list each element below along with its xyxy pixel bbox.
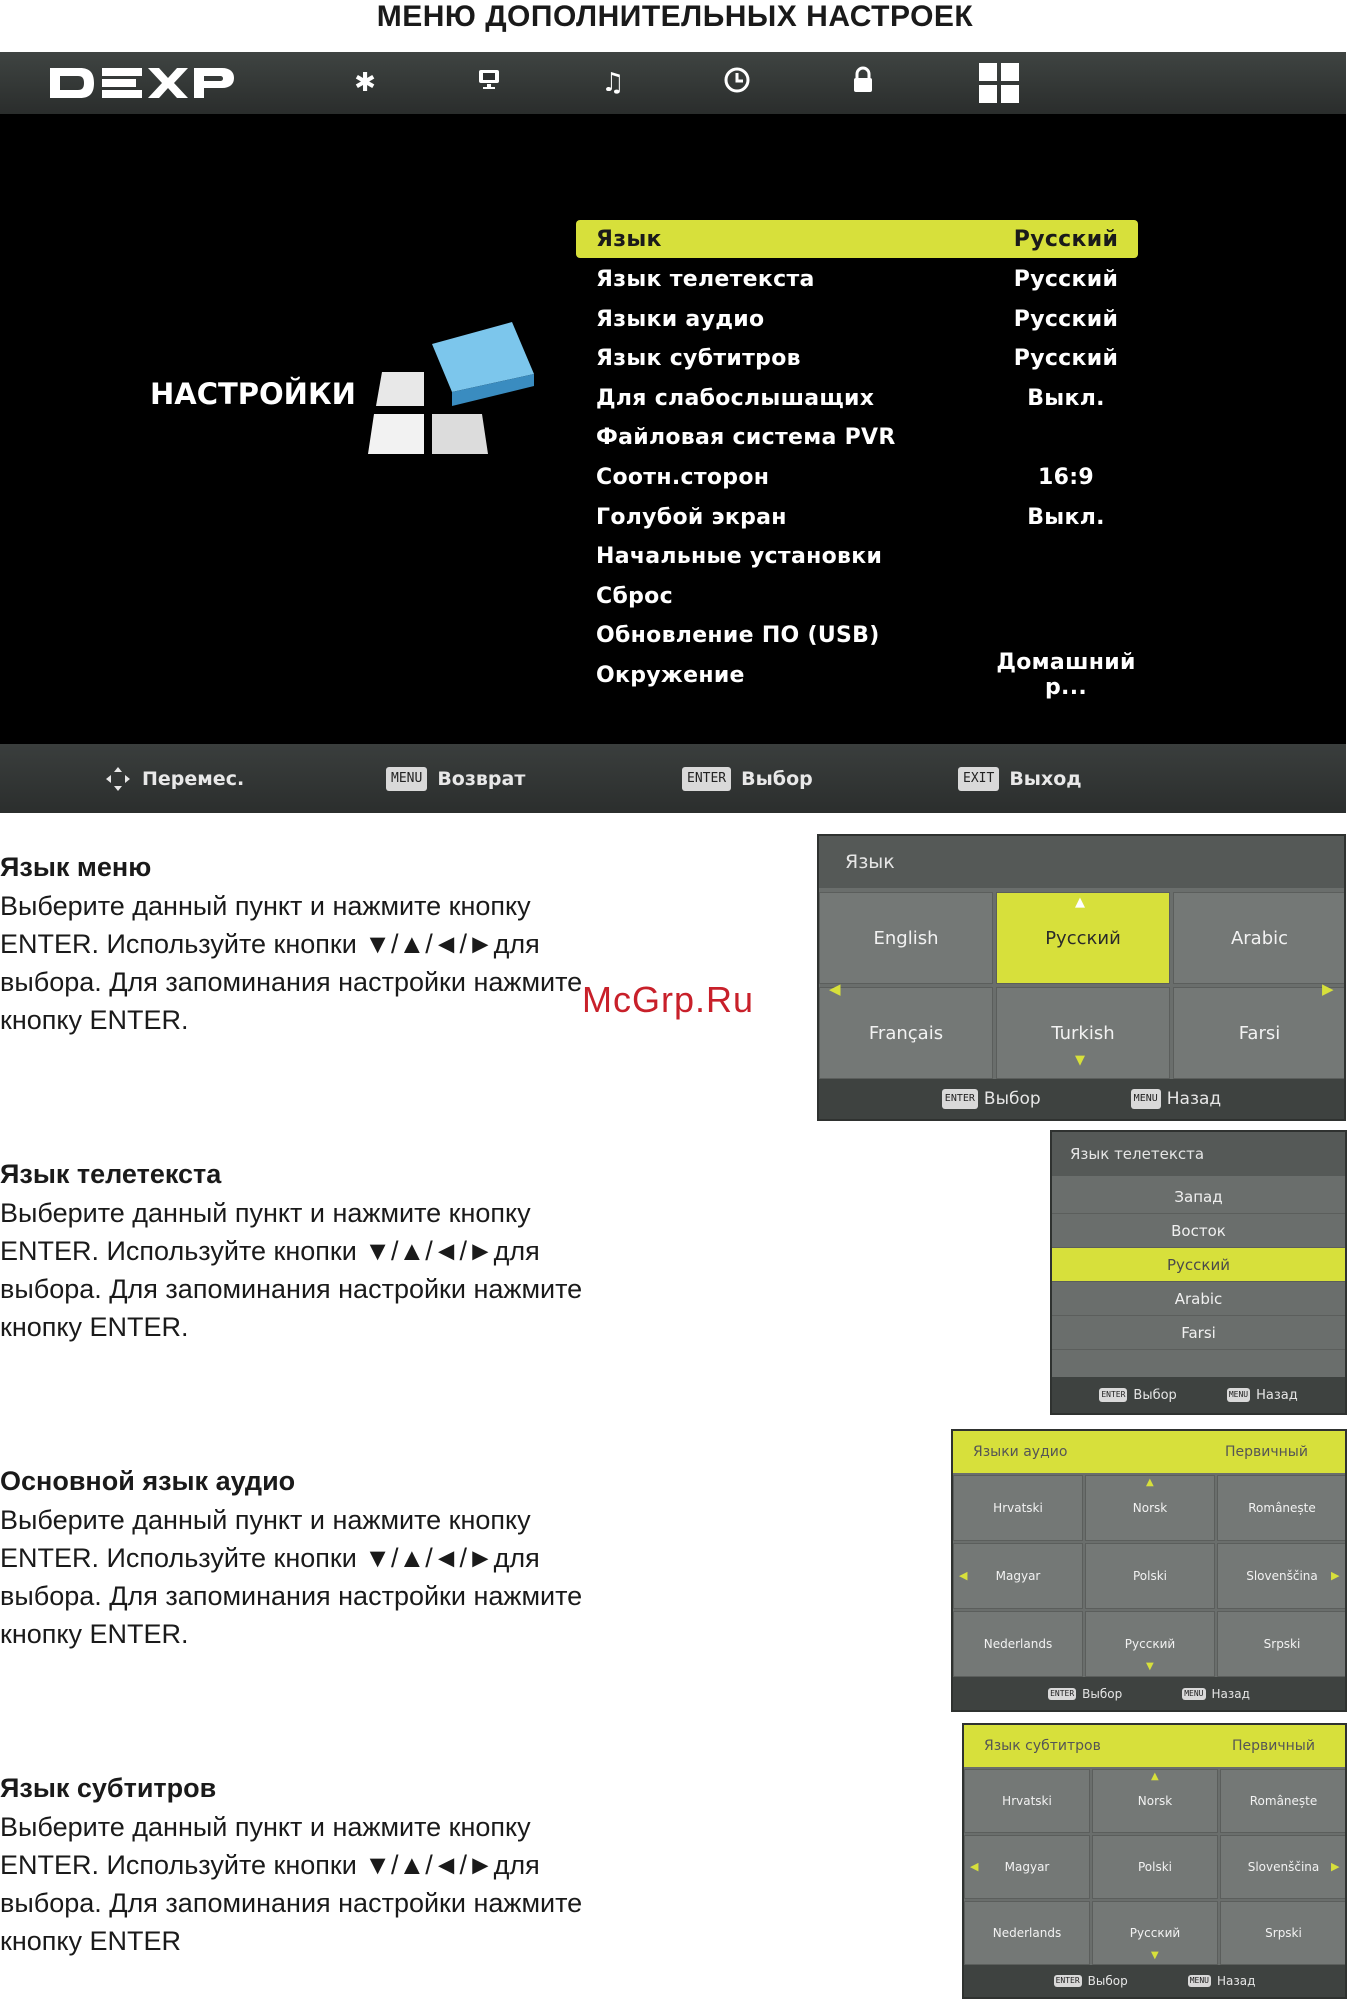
arrow-down-icon: ▼ xyxy=(1075,1053,1085,1068)
arrow-down-icon: ▼ xyxy=(1151,1950,1159,1961)
arrow-left-icon: ◀ xyxy=(959,1569,968,1582)
audio-dialog-header xyxy=(953,1431,1345,1473)
subtitle-language-dialog xyxy=(962,1723,1347,1999)
tv-hint-bar xyxy=(0,744,1346,813)
audio-dialog-tag: Первичный xyxy=(1225,1444,1308,1460)
hint-select: ENTER Выбор xyxy=(682,766,813,792)
audio-language-dialog xyxy=(951,1429,1347,1712)
arrow-up-icon: ▲ xyxy=(1075,895,1085,910)
section-body-teletext-language: Выберите данный пункт и нажмите кнопку ENTER. Используйте кнопки ▼/▲/◄/►для выбора. Для запоминания настройки нажмите кнопку ENTER. xyxy=(0,1198,583,1342)
arrow-left-icon: ◀ xyxy=(970,1860,979,1873)
enter-key: ENTER xyxy=(1050,1688,1075,1698)
menu-key: MENU xyxy=(1227,1388,1250,1402)
audio-option-norsk[interactable]: Norsk xyxy=(1085,1475,1215,1541)
lang-option-russian[interactable]: Русский xyxy=(996,892,1170,984)
hint-exit: EXIT Выход xyxy=(958,766,1082,792)
audio-option-romaneste[interactable]: Românește xyxy=(1217,1475,1347,1541)
subtitle-option-nederlands[interactable]: Nederlands xyxy=(964,1901,1090,1965)
audio-dialog-title: Языки аудио xyxy=(973,1444,1068,1460)
audio-dialog-footer: ENTER Выбор MENU Назад xyxy=(953,1677,1345,1710)
arrow-right-icon: ▶ xyxy=(1331,1860,1340,1873)
audio-option-nederlands[interactable]: Nederlands xyxy=(953,1611,1083,1677)
music-note-icon[interactable]: ♫ xyxy=(601,68,625,98)
section-body-subtitle-language: Выберите данный пункт и нажмите кнопку ENTER. Используйте кнопки ▼/▲/◄/►для выбора. Для запоминания настройки нажмите кнопку ENTER xyxy=(0,1812,583,1956)
audio-option-hrvatski[interactable]: Hrvatski xyxy=(953,1475,1083,1541)
subtitle-option-romaneste[interactable]: Românește xyxy=(1220,1769,1347,1833)
language-dialog-title: Язык xyxy=(819,836,1344,888)
menu-item-initial-setup[interactable]: Начальные установки xyxy=(596,543,883,569)
arrow-down-icon: ▼ xyxy=(1146,1661,1154,1672)
teletext-option-farsi[interactable]: Farsi xyxy=(1052,1316,1345,1350)
hint-back: MENU Возврат xyxy=(386,766,525,792)
teletext-option-arabic[interactable]: Arabic xyxy=(1052,1282,1345,1316)
tv-settings-screen xyxy=(0,52,1346,813)
section-body-audio-language: Выберите данный пункт и нажмите кнопку ENTER. Используйте кнопки ▼/▲/◄/►для выбора. Для запоминания настройки нажмите кнопку ENTER. xyxy=(0,1505,583,1649)
subtitle-dialog-footer: ENTER Выбор MENU Назад xyxy=(964,1965,1345,1997)
section-title-subtitle-language: Язык субтитров xyxy=(0,1773,217,1803)
menu-key: MENU xyxy=(1131,1089,1161,1109)
audio-option-srpski[interactable]: Srpski xyxy=(1217,1611,1347,1677)
menu-item-reset[interactable]: Сброс xyxy=(596,583,673,609)
menu-key: MENU xyxy=(386,767,427,791)
teletext-dialog-footer: ENTER Выбор MENU Назад xyxy=(1052,1377,1345,1413)
menu-key: MENU xyxy=(1189,1976,1209,1985)
clock-icon[interactable] xyxy=(720,66,754,100)
language-dialog xyxy=(817,834,1346,1121)
exit-key: EXIT xyxy=(958,767,999,791)
teletext-language-dialog xyxy=(1050,1130,1347,1415)
section-title-audio-language: Основной язык аудио xyxy=(0,1466,296,1496)
teletext-option-russian[interactable]: Русский xyxy=(1052,1248,1345,1282)
teletext-option-east[interactable]: Восток xyxy=(1052,1214,1345,1248)
language-dialog-footer: ENTER Выбор MENU Назад xyxy=(819,1079,1344,1119)
teletext-option-west[interactable]: Запад xyxy=(1052,1180,1345,1214)
menu-item-language[interactable]: Язык Русский xyxy=(576,220,1138,258)
enter-key: ENTER xyxy=(1099,1388,1127,1402)
section-title-teletext-language: Язык телетекста xyxy=(0,1159,222,1189)
grid-icon[interactable] xyxy=(978,62,1020,104)
audio-option-russian[interactable]: Русский xyxy=(1085,1611,1215,1677)
menu-item-aspect-ratio[interactable]: Соотн.сторон 16:9 xyxy=(596,464,1094,490)
subtitle-option-slovenscina[interactable]: Slovenščina xyxy=(1220,1835,1347,1899)
gear-icon[interactable]: ✱ xyxy=(354,68,376,98)
audio-option-magyar[interactable]: Magyar xyxy=(953,1543,1083,1609)
dexp-logo xyxy=(48,66,234,100)
lang-option-turkish[interactable]: Turkish xyxy=(996,987,1170,1079)
section-title-menu-language: Язык меню xyxy=(0,852,152,882)
subtitle-option-polski[interactable]: Polski xyxy=(1092,1835,1218,1899)
subtitle-option-russian[interactable]: Русский xyxy=(1092,1901,1218,1965)
subtitle-option-norsk[interactable]: Norsk xyxy=(1092,1769,1218,1833)
subtitle-dialog-tag: Первичный xyxy=(1232,1738,1315,1754)
teletext-dialog-title: Язык телетекста xyxy=(1052,1132,1345,1176)
subtitle-option-magyar[interactable]: Magyar xyxy=(964,1835,1090,1899)
audio-option-slovenscina[interactable]: Slovenščina xyxy=(1217,1543,1347,1609)
enter-key: ENTER xyxy=(942,1089,978,1109)
navigation-arrows-icon xyxy=(104,765,132,793)
watermark: McGrp.Ru xyxy=(582,979,755,1020)
arrow-up-icon: ▲ xyxy=(1146,1477,1154,1488)
lang-option-french[interactable]: Français xyxy=(819,987,993,1079)
menu-key: MENU xyxy=(1184,1688,1204,1698)
subtitle-option-hrvatski[interactable]: Hrvatski xyxy=(964,1769,1090,1833)
tv-top-bar xyxy=(0,52,1346,114)
lock-icon[interactable] xyxy=(846,66,880,100)
arrow-up-icon: ▲ xyxy=(1151,1771,1159,1782)
menu-item-hearing-impaired[interactable]: Для слабослышащих Выкл. xyxy=(596,385,1105,411)
arrow-right-icon: ▶ xyxy=(1322,980,1334,998)
subtitle-dialog-header xyxy=(964,1725,1345,1767)
menu-item-environment[interactable]: Окружение Домашний р... xyxy=(596,650,1136,700)
arrow-left-icon: ◀ xyxy=(829,980,841,998)
section-body-menu-language: Выберите данный пункт и нажмите кнопку ENTER. Используйте кнопки ▼/▲/◄/►для выбора. Для запоминания настройки нажмите кнопку ENTER. xyxy=(0,891,583,1035)
menu-item-software-update[interactable]: Обновление ПО (USB) xyxy=(596,622,880,648)
enter-key: ENTER xyxy=(682,767,731,791)
menu-item-subtitle-language[interactable]: Язык субтитров Русский xyxy=(596,345,1119,371)
lang-option-arabic[interactable]: Arabic xyxy=(1173,892,1346,984)
menu-item-pvr-filesystem[interactable]: Файловая система PVR xyxy=(596,424,896,450)
subtitle-option-srpski[interactable]: Srpski xyxy=(1220,1901,1347,1965)
settings-cubes-icon xyxy=(362,314,542,464)
monitor-icon[interactable] xyxy=(472,66,506,100)
lang-option-farsi[interactable]: Farsi xyxy=(1173,987,1346,1079)
subtitle-dialog-title: Язык субтитров xyxy=(984,1738,1101,1754)
menu-item-blue-screen[interactable]: Голубой экран Выкл. xyxy=(596,504,1105,530)
lang-option-english[interactable]: English xyxy=(819,892,993,984)
menu-item-teletext-language[interactable]: Язык телетекста Русский xyxy=(596,266,1119,292)
enter-key: ENTER xyxy=(1055,1976,1080,1985)
audio-option-polski[interactable]: Polski xyxy=(1085,1543,1215,1609)
page-title: МЕНЮ ДОПОЛНИТЕЛЬНЫХ НАСТРОЕК xyxy=(376,0,974,33)
arrow-right-icon: ▶ xyxy=(1331,1569,1340,1582)
menu-item-audio-languages[interactable]: Языки аудио Русский xyxy=(596,306,1119,332)
hint-move: Перемес. xyxy=(104,766,244,792)
settings-section-label: НАСТРОЙКИ xyxy=(150,377,356,411)
